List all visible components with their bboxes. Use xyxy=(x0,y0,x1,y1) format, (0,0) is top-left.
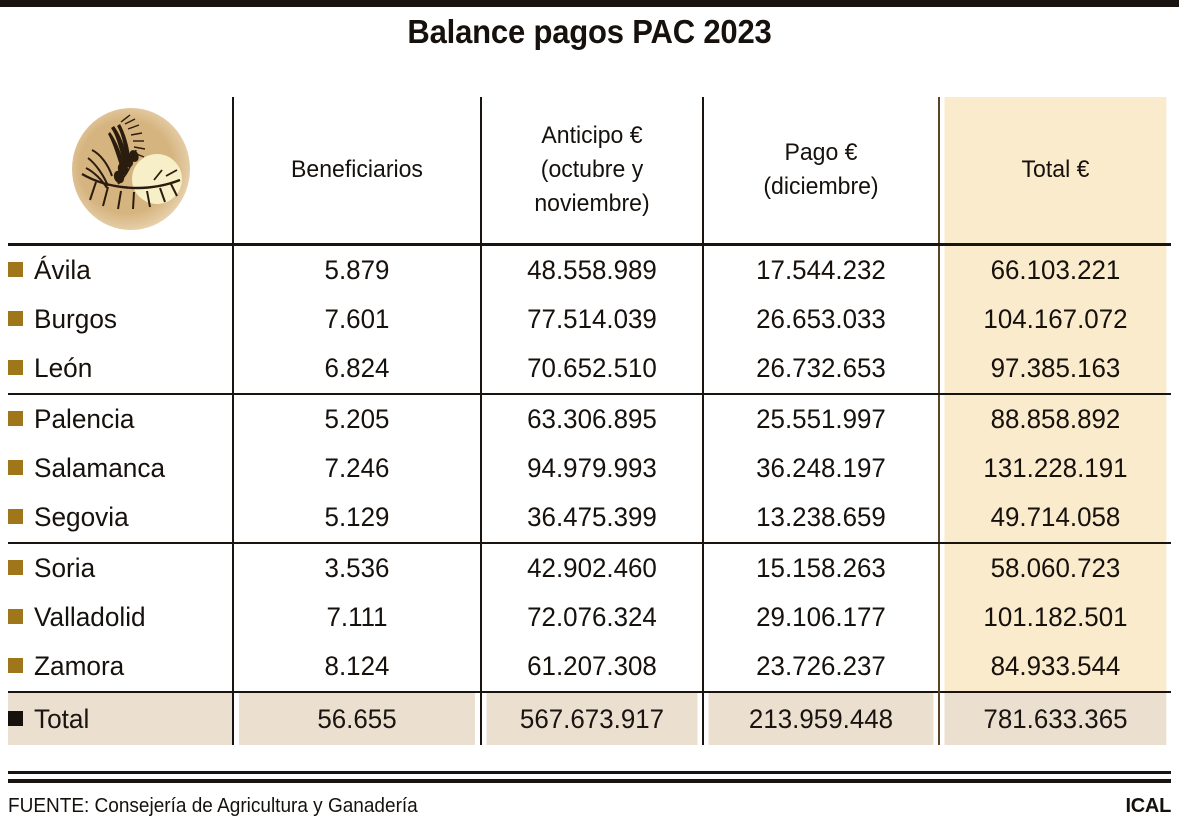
province-label: Burgos xyxy=(34,304,117,334)
cell-pago: 26.653.033 xyxy=(708,295,935,344)
pac-table xyxy=(8,97,1171,745)
header-row xyxy=(8,97,1171,245)
row-province xyxy=(8,394,233,444)
row-province xyxy=(8,245,233,296)
cell-anticipo: 70.652.510 xyxy=(485,344,698,394)
total-pago: 213.959.448 xyxy=(708,692,935,745)
cell-total: 104.167.072 xyxy=(944,295,1167,344)
province-label: Palencia xyxy=(34,404,135,434)
header-line: noviembre) xyxy=(534,190,650,218)
cell-pago: 26.732.653 xyxy=(708,344,935,394)
cell-beneficiarios: 5.205 xyxy=(238,394,476,444)
province-label: Soria xyxy=(34,553,96,583)
cell-anticipo: 63.306.895 xyxy=(485,394,698,444)
column-header-beneficiarios xyxy=(238,97,476,245)
source-note: FUENTE: Consejería de Agricultura y Ganadería xyxy=(8,794,418,817)
table-row xyxy=(8,394,1171,444)
square-bullet-icon xyxy=(8,262,23,277)
province-label: Ávila xyxy=(34,255,91,285)
column-header-anticipo xyxy=(485,97,698,245)
cell-beneficiarios: 3.536 xyxy=(238,543,476,593)
table-row xyxy=(8,543,1171,593)
header-line: Beneficiarios xyxy=(291,155,423,183)
cell-beneficiarios: 8.124 xyxy=(238,642,476,692)
total-anticipo: 567.673.917 xyxy=(485,692,698,745)
cell-pago: 23.726.237 xyxy=(708,642,935,692)
logo-cell xyxy=(8,97,233,245)
square-bullet-icon xyxy=(8,658,23,673)
cell-anticipo: 48.558.989 xyxy=(485,245,698,296)
cell-total: 58.060.723 xyxy=(944,543,1167,593)
top-divider xyxy=(0,0,1179,7)
table-row xyxy=(8,245,1171,296)
table-row xyxy=(8,642,1171,692)
cell-beneficiarios: 7.111 xyxy=(238,593,476,642)
square-bullet-icon xyxy=(8,460,23,475)
cell-beneficiarios: 5.129 xyxy=(238,493,476,543)
cell-total: 49.714.058 xyxy=(944,493,1167,543)
column-header-pago xyxy=(708,97,935,245)
cell-total: 97.385.163 xyxy=(944,344,1167,394)
cell-total: 66.103.221 xyxy=(944,245,1167,296)
cell-beneficiarios: 7.246 xyxy=(238,444,476,493)
province-label: Segovia xyxy=(34,502,129,532)
square-bullet-icon xyxy=(8,560,23,575)
row-province xyxy=(8,543,233,593)
cell-total: 88.858.892 xyxy=(944,394,1167,444)
agency-credit: ICAL xyxy=(1125,794,1171,817)
table-header xyxy=(8,97,1171,245)
cell-total: 131.228.191 xyxy=(944,444,1167,493)
row-province xyxy=(8,444,233,493)
row-province xyxy=(8,642,233,692)
square-bullet-icon xyxy=(8,311,23,326)
cell-total: 101.182.501 xyxy=(944,593,1167,642)
square-bullet-icon xyxy=(8,509,23,524)
cell-anticipo: 61.207.308 xyxy=(485,642,698,692)
province-label: Salamanca xyxy=(34,453,166,483)
table-row xyxy=(8,295,1171,344)
cell-pago: 17.544.232 xyxy=(708,245,935,296)
cell-beneficiarios: 6.824 xyxy=(238,344,476,394)
page-title: Balance pagos PAC 2023 xyxy=(407,13,772,50)
total-row-label-cell xyxy=(8,692,233,745)
total-total: 781.633.365 xyxy=(944,692,1167,745)
table-row xyxy=(8,444,1171,493)
header-line: Total € xyxy=(1021,155,1090,183)
bottom-divider-thin xyxy=(8,771,1171,774)
pac-table-container xyxy=(8,97,1171,745)
footer xyxy=(8,791,1171,821)
table-row xyxy=(8,593,1171,642)
header-line: Pago € xyxy=(784,138,858,166)
cell-anticipo: 72.076.324 xyxy=(485,593,698,642)
province-label: León xyxy=(34,353,93,383)
table-total-row xyxy=(8,692,1171,745)
row-province xyxy=(8,593,233,642)
total-label: Total xyxy=(34,703,90,734)
province-label: Zamora xyxy=(34,651,125,681)
cell-pago: 36.248.197 xyxy=(708,444,935,493)
table-body xyxy=(8,245,1171,746)
logo-artwork xyxy=(64,106,200,234)
header-line: (octubre y xyxy=(540,155,644,183)
table-row xyxy=(8,493,1171,543)
bottom-divider-thick xyxy=(8,779,1171,783)
cell-beneficiarios: 7.601 xyxy=(238,295,476,344)
cell-beneficiarios: 5.879 xyxy=(238,245,476,296)
row-province xyxy=(8,295,233,344)
cell-pago: 15.158.263 xyxy=(708,543,935,593)
wheat-sun-logo xyxy=(64,106,200,234)
cell-anticipo: 42.902.460 xyxy=(485,543,698,593)
column-header-total xyxy=(944,97,1167,245)
cell-pago: 29.106.177 xyxy=(708,593,935,642)
province-label: Valladolid xyxy=(34,602,146,632)
header-line: Anticipo € xyxy=(541,121,643,149)
header-line: (diciembre) xyxy=(763,173,879,200)
row-province xyxy=(8,344,233,394)
row-province xyxy=(8,493,233,543)
cell-pago: 25.551.997 xyxy=(708,394,935,444)
square-bullet-icon xyxy=(8,411,23,426)
square-bullet-icon xyxy=(8,609,23,624)
cell-pago: 13.238.659 xyxy=(708,493,935,543)
cell-anticipo: 77.514.039 xyxy=(485,295,698,344)
square-bullet-icon xyxy=(8,711,23,726)
total-beneficiarios: 56.655 xyxy=(238,692,476,745)
cell-total: 84.933.544 xyxy=(944,642,1167,692)
cell-anticipo: 36.475.399 xyxy=(485,493,698,543)
table-row xyxy=(8,344,1171,394)
square-bullet-icon xyxy=(8,360,23,375)
cell-anticipo: 94.979.993 xyxy=(485,444,698,493)
